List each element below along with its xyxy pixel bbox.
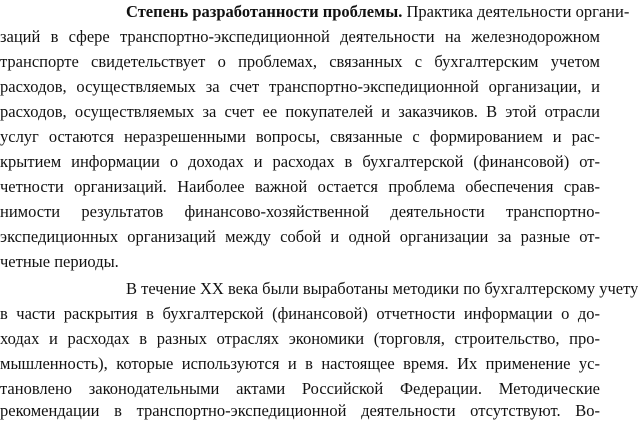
text-line: мышленность), которые используются и в настоящее время. Их применение ус- bbox=[0, 354, 600, 373]
text-line: в части раскрытия в бухгалтерской (финансовой) отчетности информации о до- bbox=[0, 304, 600, 323]
text-line: В течение XX века были выработаны методики по бухгалтерскому учету bbox=[126, 279, 638, 298]
text-line: экспедиционных организаций между собой и одной организации за разные от- bbox=[0, 227, 600, 246]
text-line: услуг остаются неразрешенными вопросы, связанные с формированием и рас- bbox=[0, 127, 600, 146]
text-line: заций в сфере транспортно-экспедиционной деятельности на железнодорожном bbox=[0, 27, 600, 46]
text-line: ходах и расходах в разных отраслях экономики (торговля, строительство, про- bbox=[0, 329, 600, 348]
text-line: крытием информации о доходах и расходах в бухгалтерской (финансовой) от- bbox=[0, 152, 600, 171]
text-line: нимости результатов финансово-хозяйственной деятельности транспортно- bbox=[0, 202, 600, 221]
text-line: рекомендации в транспортно-экспедиционной деятельности отсутствуют. Во- bbox=[0, 401, 600, 420]
text-line: четные периоды. bbox=[0, 252, 119, 271]
text-span: Практика деятельности органи- bbox=[402, 2, 630, 21]
text-line: тановлено законодательными актами Российской Федерации. Методические bbox=[0, 379, 600, 398]
section-heading: Степень разработанности проблемы. bbox=[126, 2, 403, 21]
text-line bbox=[126, 0, 630, 24]
text-line: транспорте свидетельствует о проблемах, связанных с бухгалтерским учетом bbox=[0, 52, 600, 71]
text-line: расходов, осуществляемых за счет ее покупателей и заказчиков. В этой отрасли bbox=[0, 102, 600, 121]
text-line: расходов, осуществляемых за счет транспортно-экспедиционной организации, и bbox=[0, 77, 600, 96]
text-line: четности организаций. Наиболее важной остается проблема обеспечения срав- bbox=[0, 177, 600, 196]
